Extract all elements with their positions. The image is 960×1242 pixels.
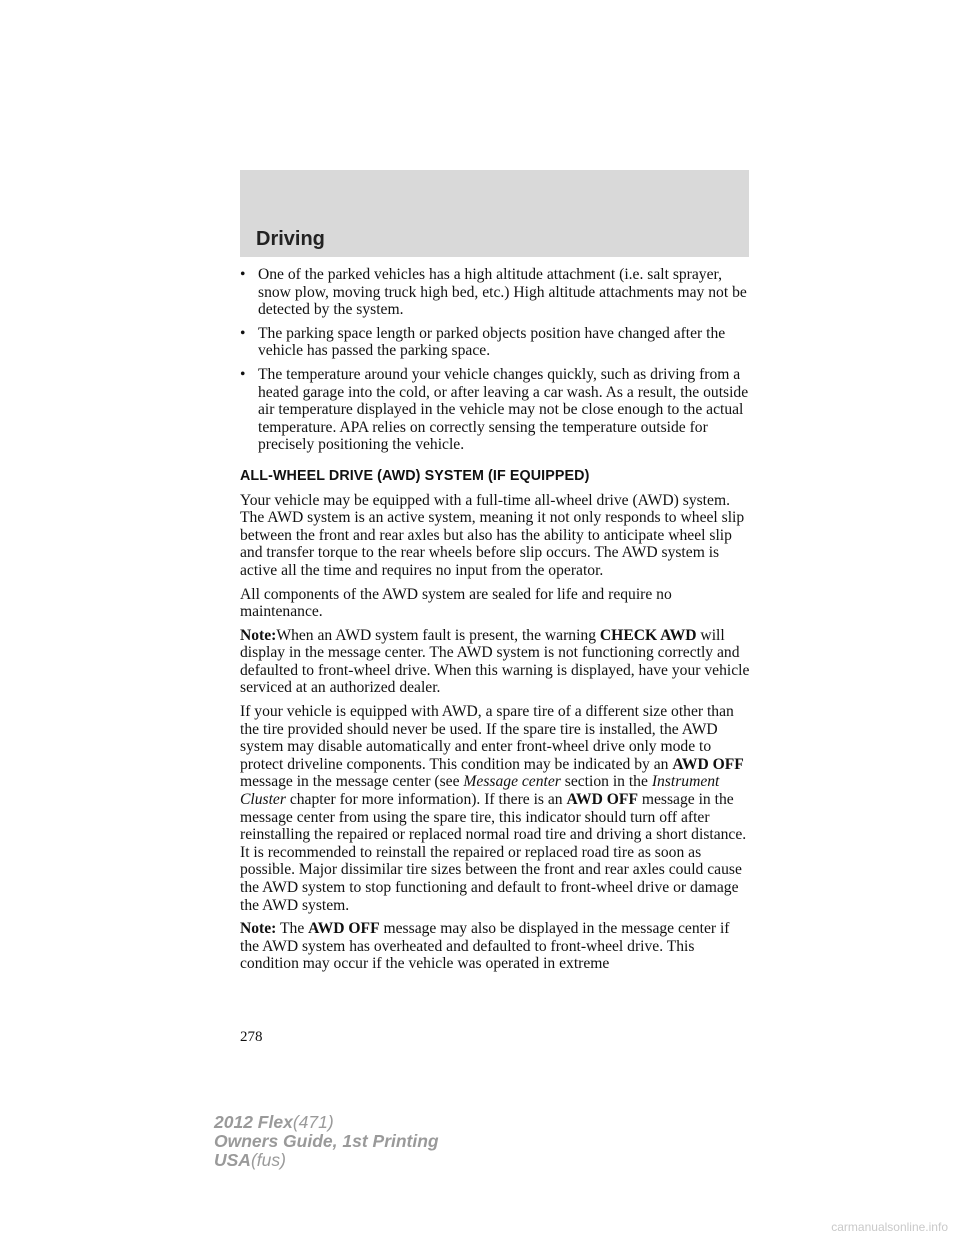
awd-off-term: AWD OFF [566,791,638,809]
awd-paragraph-3: If your vehicle is equipped with AWD, a spare tire of a different size other than the tire provided should never be used. If the spare tire is installed, the AWD system may disable automatically and enter front-wheel drive only mode to protect driveline components. This condition may be indicated by an AWD OFF message in the message center (see Message center section in the Instrument Cluster chapter for more information). If there is an AWD OFF message in the message center from using the spare tire, this indicator should turn off after reinstalling the repaired or replaced normal road tire and driving a short distance. It is recommended to reinstall the repaired or replaced road tire as soon as possible. Major dissimilar tire sizes between the front and rear axles could cause the AWD system to stop functioning and default to front-wheel drive or damage the AWD system. [240,703,747,914]
section-title: Driving [256,228,325,250]
page-content [240,266,752,979]
watermark: carmanualsonline.info [831,1220,948,1234]
bullet-icon: • [240,266,246,283]
awd-off-term: AWD OFF [672,755,744,773]
message-center-ref: Message center [463,773,561,791]
awd-paragraph-2: All components of the AWD system are sealed for life and require no maintenance. [240,585,672,621]
awd-heading: ALL-WHEEL DRIVE (AWD) SYSTEM (IF EQUIPPED) [240,467,590,484]
awd-note-2: Note: The AWD OFF message may also be displayed in the message center if the AWD system has overheated and defaulted to front-wheel drive. This condition may occur if the vehicle was operated in extreme [240,920,730,973]
print-footer: 2012 Flex(471) Owners Guide, 1st Printing USA(fus) [214,1112,439,1170]
bullet-item [240,266,752,319]
note-label: Note: [240,626,277,644]
awd-off-term: AWD OFF [308,920,380,938]
note-label: Note: [240,920,277,938]
bullet-icon: • [240,324,246,342]
page-number: 278 [240,1029,263,1045]
bullet-icon: • [240,365,246,383]
bullet-item [240,366,752,454]
instrument-cluster-ref: Instrument Cluster [240,773,720,809]
bullet-item [240,325,752,360]
awd-note-1: Note:When an AWD system fault is present, the warning CHECK AWD will display in the message center. The AWD system is not functioning correctly and defaulted to front-wheel drive. When this warning is displayed, have your vehicle serviced at an authorized dealer. [240,626,750,697]
check-awd-term: CHECK AWD [599,626,697,644]
bullet-text: The temperature around your vehicle changes quickly, such as driving from a heated garage into the cold, or after leaving a car wash. As a result, the outside air temperature displayed in the vehicle may not be close enough to the actual temperature. APA relies on correctly sensing the temperature outside for precisely positioning the vehicle. [258,365,749,454]
awd-paragraph-1: Your vehicle may be equipped with a full-time all-wheel drive (AWD) system. The AWD system is an active system, meaning it not only responds to wheel slip between the front and rear axles but also has the ability to anticipate wheel slip and transfer torque to the rear wheels before slip occurs. The AWD system is active all the time and requires no input from the operator. [240,491,745,579]
bullet-text: The parking space length or parked objects position have changed after the vehicle has passed the parking space. [258,324,726,360]
bullet-text: One of the parked vehicles has a high altitude attachment (i.e. salt sprayer, snow plow, moving truck high bed, etc.) High altitude attachments may not be detected by the system. [258,266,747,319]
